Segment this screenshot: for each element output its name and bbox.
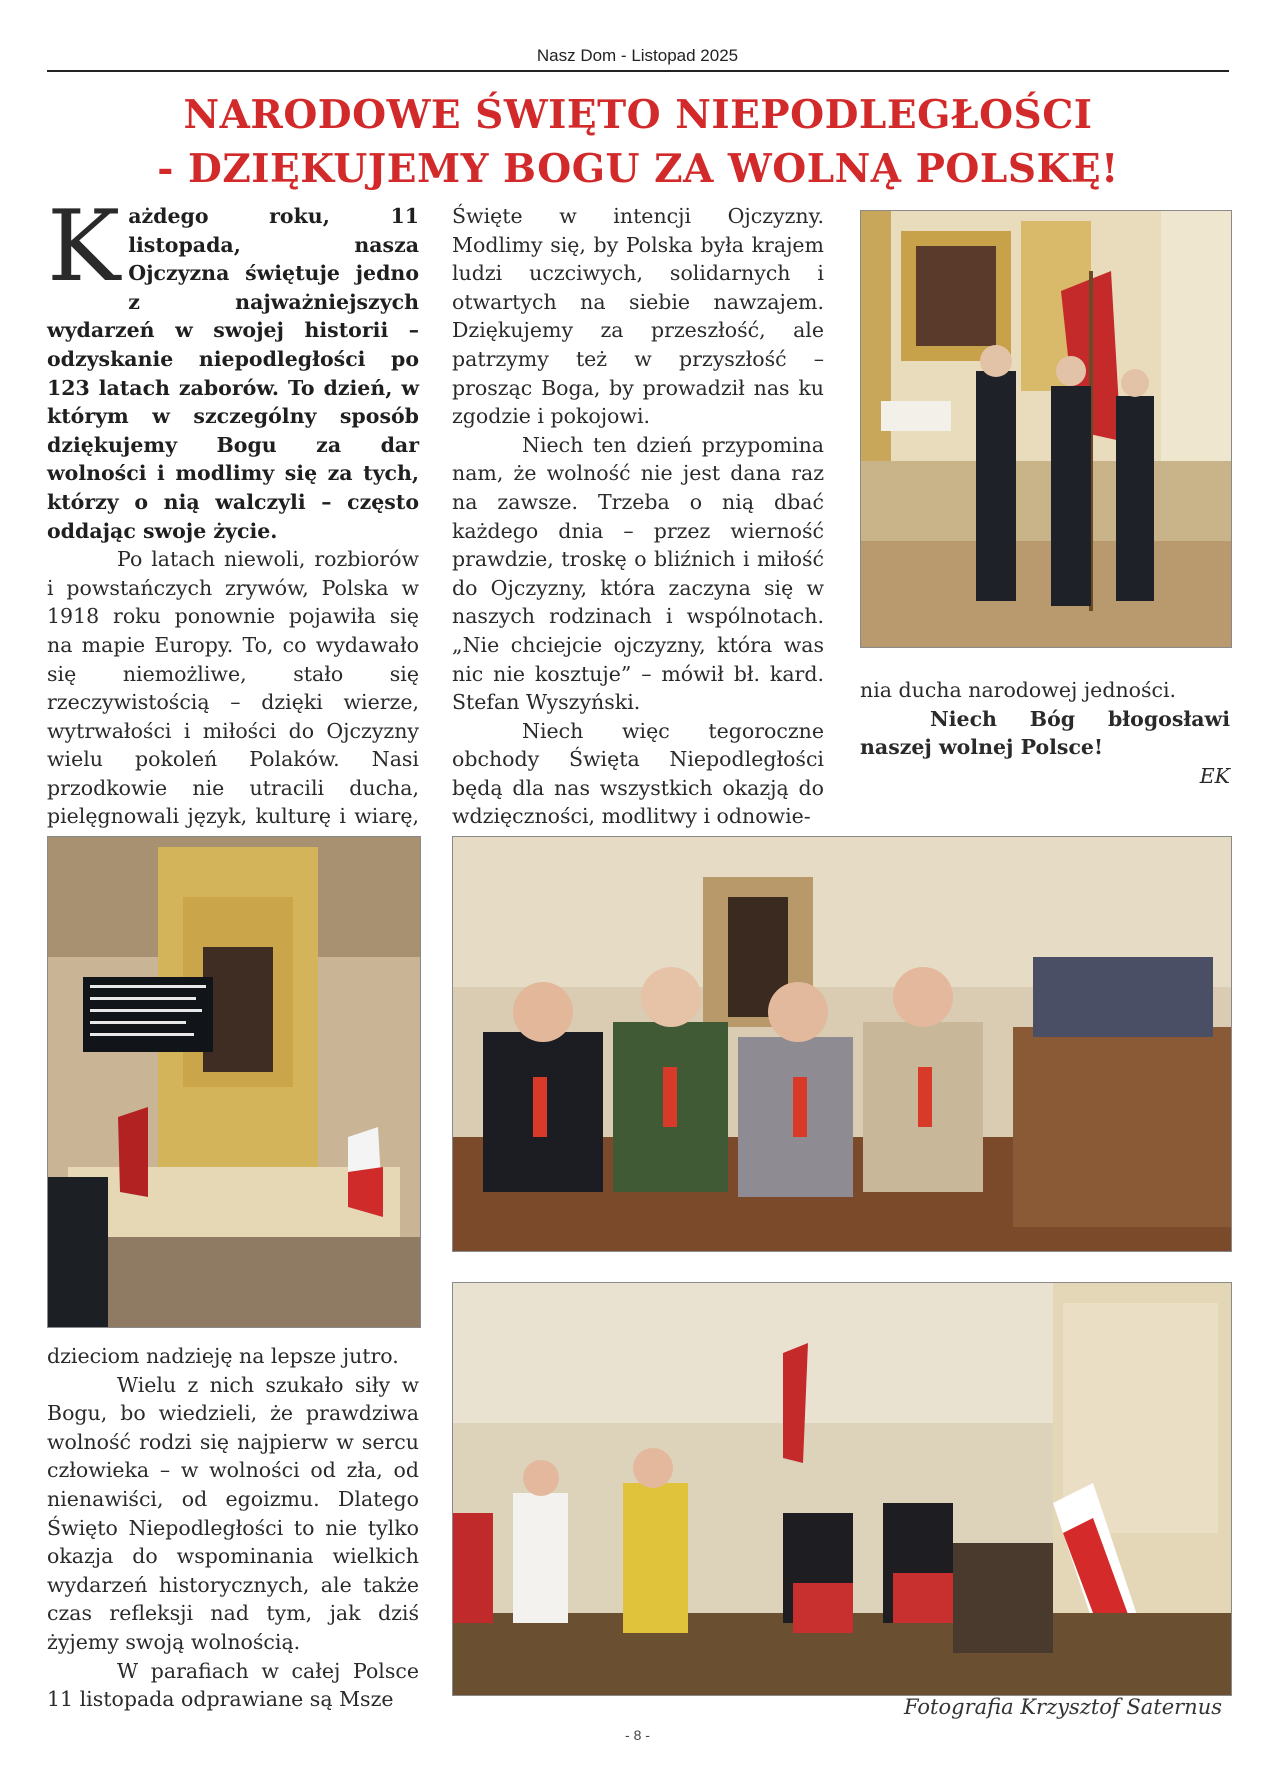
paragraph-3: W parafiach w całej Polsce 11 listopada odprawiane są Msze <box>47 1658 419 1712</box>
drop-cap: K <box>47 190 121 304</box>
paragraph-1: Po latach niewoli, rozbiorów i powstańczych zrywów, Polska w 1918 roku ponownie pojawiła się na mapie Europy. To, co wydawało się niemożliwe, stało się rzeczywistością – dzięki wierze, wytrwałości i miłości do Ojczyzny wielu pokoleń Polaków. Nasi przodkowie nie utracili ducha, pielęgnowali język, kulturę i wiarę, <box>47 547 419 829</box>
photo-congregation <box>452 836 1232 1252</box>
photo-plaque-ceremony <box>452 1282 1232 1696</box>
lead-paragraph <box>47 190 419 545</box>
photo-credit: Fotografia Krzysztof Saternus <box>903 1695 1222 1719</box>
author-signature: EK <box>1199 763 1230 788</box>
photo-congregation-image <box>453 837 1231 1251</box>
article-column-3 <box>860 676 1230 790</box>
photo-main-altar-image <box>48 837 420 1327</box>
photo-honor-guard-image <box>861 211 1231 647</box>
photo-plaque-ceremony-image <box>453 1283 1231 1695</box>
paragraph-2: Wielu z nich szukało siły w Bogu, bo wiedzieli, że prawdziwa wolność rodzi się najpierw w sercu człowieka – w wolności od zła, od nienawiści, od egoizmu. Dlatego Święto Niepodległości to nie tylko okazja do wspominania wielkich wydarzeń historycznych, ale także czas refleksji nad tym, jak dziś żyjemy swoją wolnością. <box>47 1372 419 1654</box>
paragraph-5-continued: nia ducha narodowej jedności. <box>860 678 1177 702</box>
photo-honor-guard <box>860 210 1232 648</box>
article-column-2 <box>452 202 824 831</box>
running-header: Nasz Dom - Listopad 2025 <box>536 46 739 65</box>
paragraph-3-continued: Święte w intencji Ojczyzny. Modlimy się, by Polska była krajem ludzi uczciwych, solidarnych i otwartych na siebie nawzajem. Dziękujemy za przeszłość, ale patrzymy też w przyszłość – prosząc Boga, by prowadził nas ku zgodzie i pokojowi. <box>452 204 824 429</box>
article-title-line-2: - DZIĘKUJEMY BOGU ZA WOLNĄ POLSKĘ! <box>157 146 1119 192</box>
page-number: - 8 - <box>625 1727 650 1743</box>
paragraph-4: Niech ten dzień przypomina nam, że wolność nie jest dana raz na zawsze. Trzeba o nią dbać każdego dnia – przez wierność prawdzie, troskę o bliźnich i miłość do Ojczyzny, która zaczyna się w naszych rodzinach i wspólnotach. „Nie chciejcie ojczyzny, która was nic nie kosztuje” – mówił bł. kard. Stefan Wyszyński. <box>452 432 824 715</box>
closing-line: Niech Bóg błogosławi naszej wolnej Polsce! <box>860 706 1230 760</box>
article-column-1 <box>47 190 419 860</box>
photo-main-altar <box>47 836 421 1328</box>
header-rule <box>47 70 1229 72</box>
paragraph-5: Niech więc tegoroczne obchody Święta Niepodległości będą dla nas wszystkich okazją do wdzięczności, modlitwy i odnowie- <box>452 718 824 829</box>
paragraph-1-continued: dzieciom nadzieję na lepsze jutro. <box>47 1344 399 1368</box>
article-title-line-1: NARODOWE ŚWIĘTO NIEPODLEGŁOŚCI <box>183 92 1093 138</box>
article-column-1-bottom <box>47 1342 419 1714</box>
lead-text: ażdego roku, 11 listopada, nasza Ojczyzna świętuje jedno z najważniejszych wydarzeń w swojej historii – odzyskanie niepodległości po 123 latach zaborów. To dzień, w którym w szczególny sposób dziękujemy Bogu za dar wolności i modlimy się za tych, którzy o nią walczyli – często oddając swoje życie. <box>47 204 419 543</box>
